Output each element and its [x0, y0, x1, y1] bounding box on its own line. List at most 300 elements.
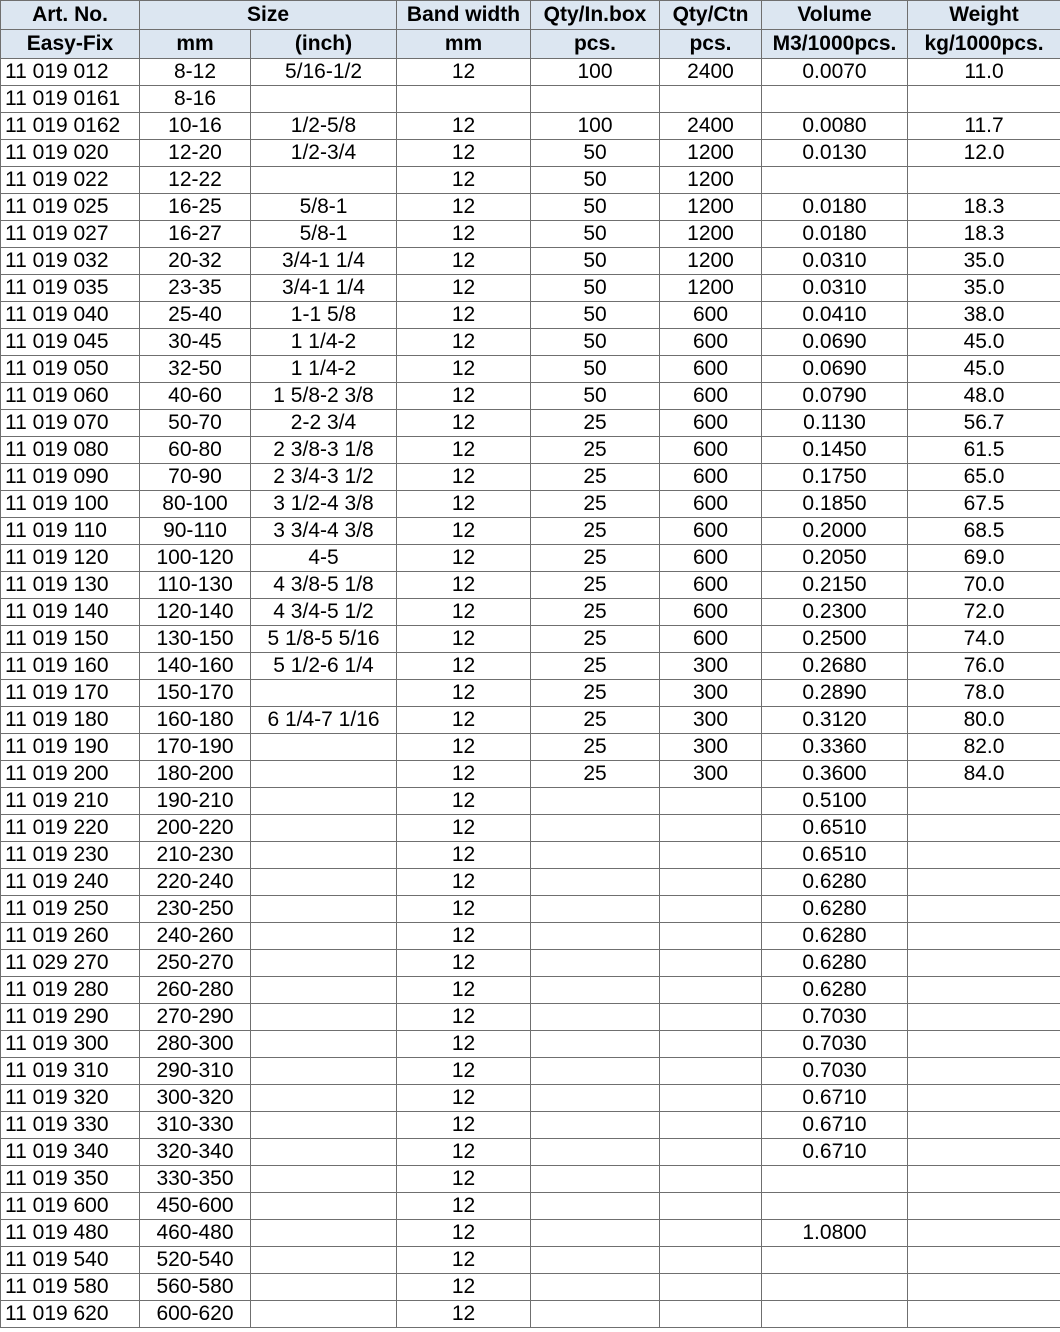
table-row: [1, 437, 1060, 464]
size-inch-cell: [251, 1004, 397, 1031]
art-no-cell: 11 019 160: [1, 653, 140, 680]
qty-inbox-cell: [531, 1058, 660, 1085]
band-width-cell: 12: [397, 464, 531, 491]
volume-cell: 0.6510: [762, 815, 908, 842]
qty-inbox-cell: [531, 1247, 660, 1274]
table-row: [1, 707, 1060, 734]
volume-cell: 0.0080: [762, 113, 908, 140]
qty-inbox-cell: [531, 1139, 660, 1166]
size-mm-cell: 130-150: [140, 626, 251, 653]
art-no-cell: 11 019 540: [1, 1247, 140, 1274]
band-width-cell: 12: [397, 1193, 531, 1220]
size-inch-cell: 5/8-1: [251, 221, 397, 248]
size-mm-cell: 320-340: [140, 1139, 251, 1166]
qty-ctn-cell: 600: [660, 329, 762, 356]
size-mm-cell: 32-50: [140, 356, 251, 383]
art-no-cell: 11 019 130: [1, 572, 140, 599]
weight-cell: 80.0: [908, 707, 1060, 734]
band-width-cell: 12: [397, 383, 531, 410]
volume-cell: 0.6510: [762, 842, 908, 869]
qty-inbox-cell: 25: [531, 437, 660, 464]
qty-inbox-cell: 100: [531, 113, 660, 140]
volume-cell: [762, 167, 908, 194]
subheader-volume-unit: M3/1000pcs.: [762, 30, 908, 59]
volume-cell: 0.6710: [762, 1139, 908, 1166]
volume-cell: 1.0800: [762, 1220, 908, 1247]
qty-inbox-cell: [531, 1193, 660, 1220]
qty-inbox-cell: 50: [531, 356, 660, 383]
size-inch-cell: 5 1/2-6 1/4: [251, 653, 397, 680]
size-mm-cell: 330-350: [140, 1166, 251, 1193]
table-row: [1, 329, 1060, 356]
art-no-cell: 11 019 110: [1, 518, 140, 545]
weight-cell: 82.0: [908, 734, 1060, 761]
qty-inbox-cell: 25: [531, 464, 660, 491]
band-width-cell: 12: [397, 140, 531, 167]
art-no-cell: 11 019 140: [1, 599, 140, 626]
size-mm-cell: 10-16: [140, 113, 251, 140]
table-row: [1, 1193, 1060, 1220]
art-no-cell: 11 019 330: [1, 1112, 140, 1139]
art-no-cell: 11 019 340: [1, 1139, 140, 1166]
size-inch-cell: [251, 788, 397, 815]
qty-inbox-cell: [531, 1301, 660, 1328]
art-no-cell: 11 019 090: [1, 464, 140, 491]
qty-inbox-cell: [531, 923, 660, 950]
size-mm-cell: 150-170: [140, 680, 251, 707]
qty-ctn-cell: 600: [660, 491, 762, 518]
size-mm-cell: 60-80: [140, 437, 251, 464]
table-row: [1, 356, 1060, 383]
size-inch-cell: [251, 734, 397, 761]
size-inch-cell: [251, 167, 397, 194]
size-mm-cell: 240-260: [140, 923, 251, 950]
weight-cell: 76.0: [908, 653, 1060, 680]
subheader-band-mm: mm: [397, 30, 531, 59]
band-width-cell: 12: [397, 653, 531, 680]
weight-cell: [908, 1274, 1060, 1301]
size-mm-cell: 230-250: [140, 896, 251, 923]
size-mm-cell: 80-100: [140, 491, 251, 518]
art-no-cell: 11 019 0161: [1, 86, 140, 113]
qty-inbox-cell: [531, 869, 660, 896]
weight-cell: [908, 923, 1060, 950]
art-no-cell: 11 019 170: [1, 680, 140, 707]
subheader-easy-fix: Easy-Fix: [1, 30, 140, 59]
table-row: [1, 869, 1060, 896]
size-mm-cell: 170-190: [140, 734, 251, 761]
qty-inbox-cell: [531, 896, 660, 923]
size-inch-cell: 2-2 3/4: [251, 410, 397, 437]
weight-cell: 67.5: [908, 491, 1060, 518]
table-row: [1, 1220, 1060, 1247]
size-inch-cell: [251, 1058, 397, 1085]
size-inch-cell: [251, 1166, 397, 1193]
size-inch-cell: 5 1/8-5 5/16: [251, 626, 397, 653]
qty-inbox-cell: 25: [531, 410, 660, 437]
band-width-cell: 12: [397, 1274, 531, 1301]
volume-cell: 0.6280: [762, 896, 908, 923]
weight-cell: [908, 1058, 1060, 1085]
volume-cell: 0.2000: [762, 518, 908, 545]
weight-cell: 18.3: [908, 194, 1060, 221]
qty-inbox-cell: [531, 1166, 660, 1193]
qty-ctn-cell: 300: [660, 653, 762, 680]
weight-cell: 56.7: [908, 410, 1060, 437]
art-no-cell: 11 019 190: [1, 734, 140, 761]
table-row: [1, 248, 1060, 275]
table-row: [1, 599, 1060, 626]
qty-ctn-cell: [660, 1247, 762, 1274]
qty-inbox-cell: [531, 1274, 660, 1301]
qty-inbox-cell: [531, 1220, 660, 1247]
qty-ctn-cell: 1200: [660, 140, 762, 167]
qty-ctn-cell: 2400: [660, 59, 762, 86]
size-mm-cell: 310-330: [140, 1112, 251, 1139]
volume-cell: 0.2300: [762, 599, 908, 626]
size-mm-cell: 290-310: [140, 1058, 251, 1085]
band-width-cell: 12: [397, 977, 531, 1004]
band-width-cell: 12: [397, 545, 531, 572]
qty-ctn-cell: 600: [660, 302, 762, 329]
weight-cell: 45.0: [908, 356, 1060, 383]
volume-cell: 0.6280: [762, 950, 908, 977]
qty-ctn-cell: [660, 842, 762, 869]
qty-ctn-cell: 600: [660, 383, 762, 410]
subheader-ctn-pcs: pcs.: [660, 30, 762, 59]
qty-ctn-cell: [660, 1220, 762, 1247]
size-inch-cell: [251, 1301, 397, 1328]
qty-ctn-cell: 600: [660, 599, 762, 626]
weight-cell: [908, 950, 1060, 977]
size-inch-cell: [251, 680, 397, 707]
volume-cell: 0.0180: [762, 221, 908, 248]
size-mm-cell: 460-480: [140, 1220, 251, 1247]
band-width-cell: 12: [397, 1166, 531, 1193]
art-no-cell: 11 019 480: [1, 1220, 140, 1247]
volume-cell: [762, 1301, 908, 1328]
size-mm-cell: 16-27: [140, 221, 251, 248]
volume-cell: 0.1130: [762, 410, 908, 437]
volume-cell: 0.6280: [762, 977, 908, 1004]
size-mm-cell: 12-22: [140, 167, 251, 194]
size-inch-cell: [251, 86, 397, 113]
qty-ctn-cell: 1200: [660, 194, 762, 221]
table-row: [1, 923, 1060, 950]
size-mm-cell: 50-70: [140, 410, 251, 437]
size-mm-cell: 560-580: [140, 1274, 251, 1301]
weight-cell: [908, 1301, 1060, 1328]
size-mm-cell: 16-25: [140, 194, 251, 221]
qty-inbox-cell: 25: [531, 545, 660, 572]
art-no-cell: 11 019 620: [1, 1301, 140, 1328]
volume-cell: 0.0310: [762, 248, 908, 275]
band-width-cell: 12: [397, 1220, 531, 1247]
table-row: [1, 1112, 1060, 1139]
table-row: [1, 788, 1060, 815]
size-inch-cell: 1-1 5/8: [251, 302, 397, 329]
qty-ctn-cell: [660, 950, 762, 977]
volume-cell: 0.5100: [762, 788, 908, 815]
weight-cell: 11.7: [908, 113, 1060, 140]
size-inch-cell: [251, 761, 397, 788]
table-row: [1, 734, 1060, 761]
art-no-cell: 11 019 120: [1, 545, 140, 572]
qty-ctn-cell: 2400: [660, 113, 762, 140]
weight-cell: 35.0: [908, 248, 1060, 275]
qty-ctn-cell: [660, 1193, 762, 1220]
size-mm-cell: 260-280: [140, 977, 251, 1004]
table-row: [1, 221, 1060, 248]
band-width-cell: 12: [397, 1139, 531, 1166]
qty-inbox-cell: 50: [531, 167, 660, 194]
size-mm-cell: 23-35: [140, 275, 251, 302]
weight-cell: 38.0: [908, 302, 1060, 329]
subheader-inbox-pcs: pcs.: [531, 30, 660, 59]
size-mm-cell: 25-40: [140, 302, 251, 329]
art-no-cell: 11 019 290: [1, 1004, 140, 1031]
qty-inbox-cell: [531, 86, 660, 113]
size-inch-cell: [251, 896, 397, 923]
qty-inbox-cell: [531, 788, 660, 815]
size-mm-cell: 280-300: [140, 1031, 251, 1058]
band-width-cell: 12: [397, 1058, 531, 1085]
weight-cell: 35.0: [908, 275, 1060, 302]
volume-cell: 0.0690: [762, 356, 908, 383]
weight-cell: 84.0: [908, 761, 1060, 788]
table-row: [1, 491, 1060, 518]
table-body: [1, 59, 1060, 1328]
qty-ctn-cell: [660, 86, 762, 113]
qty-inbox-cell: 50: [531, 275, 660, 302]
qty-inbox-cell: 100: [531, 59, 660, 86]
volume-cell: 0.7030: [762, 1004, 908, 1031]
size-mm-cell: 120-140: [140, 599, 251, 626]
table-row: [1, 302, 1060, 329]
table-row: [1, 113, 1060, 140]
size-mm-cell: 100-120: [140, 545, 251, 572]
band-width-cell: 12: [397, 815, 531, 842]
size-mm-cell: 8-16: [140, 86, 251, 113]
qty-inbox-cell: 25: [531, 734, 660, 761]
table-row: [1, 464, 1060, 491]
qty-inbox-cell: 25: [531, 599, 660, 626]
size-inch-cell: [251, 1112, 397, 1139]
table-row: [1, 842, 1060, 869]
volume-cell: 0.7030: [762, 1058, 908, 1085]
art-no-cell: 11 019 260: [1, 923, 140, 950]
art-no-cell: 11 019 035: [1, 275, 140, 302]
volume-cell: 0.0690: [762, 329, 908, 356]
size-inch-cell: 1 5/8-2 3/8: [251, 383, 397, 410]
size-mm-cell: 450-600: [140, 1193, 251, 1220]
size-inch-cell: 3 1/2-4 3/8: [251, 491, 397, 518]
art-no-cell: 11 019 240: [1, 869, 140, 896]
size-mm-cell: 300-320: [140, 1085, 251, 1112]
art-no-cell: 11 019 230: [1, 842, 140, 869]
band-width-cell: 12: [397, 788, 531, 815]
weight-cell: [908, 1004, 1060, 1031]
weight-cell: [908, 869, 1060, 896]
qty-ctn-cell: 600: [660, 545, 762, 572]
weight-cell: [908, 1247, 1060, 1274]
art-no-cell: 11 019 050: [1, 356, 140, 383]
header-art-no: Art. No.: [1, 1, 140, 30]
qty-inbox-cell: 25: [531, 491, 660, 518]
volume-cell: 0.0410: [762, 302, 908, 329]
qty-ctn-cell: 600: [660, 572, 762, 599]
art-no-cell: 11 019 022: [1, 167, 140, 194]
size-inch-cell: 1 1/4-2: [251, 329, 397, 356]
weight-cell: [908, 86, 1060, 113]
size-mm-cell: 90-110: [140, 518, 251, 545]
art-no-cell: 11 019 045: [1, 329, 140, 356]
band-width-cell: 12: [397, 194, 531, 221]
size-mm-cell: 600-620: [140, 1301, 251, 1328]
table-row: [1, 1166, 1060, 1193]
weight-cell: 18.3: [908, 221, 1060, 248]
weight-cell: [908, 977, 1060, 1004]
qty-ctn-cell: [660, 1004, 762, 1031]
table-row: [1, 167, 1060, 194]
art-no-cell: 11 029 270: [1, 950, 140, 977]
weight-cell: [908, 1085, 1060, 1112]
qty-ctn-cell: [660, 788, 762, 815]
size-inch-cell: [251, 1220, 397, 1247]
qty-inbox-cell: [531, 1085, 660, 1112]
qty-ctn-cell: [660, 1166, 762, 1193]
qty-ctn-cell: 300: [660, 761, 762, 788]
size-inch-cell: 4 3/8-5 1/8: [251, 572, 397, 599]
art-no-cell: 11 019 310: [1, 1058, 140, 1085]
size-inch-cell: 1 1/4-2: [251, 356, 397, 383]
volume-cell: [762, 1193, 908, 1220]
size-mm-cell: 200-220: [140, 815, 251, 842]
band-width-cell: 12: [397, 599, 531, 626]
table-row: [1, 680, 1060, 707]
band-width-cell: 12: [397, 1004, 531, 1031]
weight-cell: [908, 842, 1060, 869]
qty-inbox-cell: 50: [531, 221, 660, 248]
size-mm-cell: 250-270: [140, 950, 251, 977]
table-header: [1, 1, 1060, 59]
band-width-cell: 12: [397, 950, 531, 977]
art-no-cell: 11 019 200: [1, 761, 140, 788]
volume-cell: 0.1850: [762, 491, 908, 518]
band-width-cell: 12: [397, 680, 531, 707]
header-qty-ctn: Qty/Ctn: [660, 1, 762, 30]
size-mm-cell: 190-210: [140, 788, 251, 815]
size-mm-cell: 30-45: [140, 329, 251, 356]
band-width-cell: 12: [397, 707, 531, 734]
qty-ctn-cell: [660, 1031, 762, 1058]
art-no-cell: 11 019 320: [1, 1085, 140, 1112]
qty-ctn-cell: 600: [660, 356, 762, 383]
band-width-cell: 12: [397, 59, 531, 86]
weight-cell: 48.0: [908, 383, 1060, 410]
volume-cell: [762, 1166, 908, 1193]
weight-cell: 70.0: [908, 572, 1060, 599]
table-row: [1, 1247, 1060, 1274]
qty-inbox-cell: [531, 1004, 660, 1031]
qty-inbox-cell: [531, 977, 660, 1004]
size-mm-cell: 12-20: [140, 140, 251, 167]
qty-ctn-cell: [660, 896, 762, 923]
table-row: [1, 626, 1060, 653]
art-no-cell: 11 019 032: [1, 248, 140, 275]
qty-ctn-cell: 600: [660, 626, 762, 653]
volume-cell: 0.2890: [762, 680, 908, 707]
band-width-cell: 12: [397, 626, 531, 653]
weight-cell: [908, 788, 1060, 815]
table-row: [1, 1139, 1060, 1166]
art-no-cell: 11 019 280: [1, 977, 140, 1004]
size-inch-cell: 5/16-1/2: [251, 59, 397, 86]
qty-inbox-cell: 25: [531, 572, 660, 599]
size-inch-cell: 4 3/4-5 1/2: [251, 599, 397, 626]
table-row: [1, 194, 1060, 221]
weight-cell: 74.0: [908, 626, 1060, 653]
weight-cell: 12.0: [908, 140, 1060, 167]
band-width-cell: 12: [397, 356, 531, 383]
art-no-cell: 11 019 040: [1, 302, 140, 329]
band-width-cell: 12: [397, 896, 531, 923]
header-volume: Volume: [762, 1, 908, 30]
size-inch-cell: 3/4-1 1/4: [251, 275, 397, 302]
qty-ctn-cell: [660, 1274, 762, 1301]
subheader-weight-unit: kg/1000pcs.: [908, 30, 1060, 59]
art-no-cell: 11 019 080: [1, 437, 140, 464]
qty-ctn-cell: [660, 977, 762, 1004]
qty-inbox-cell: 50: [531, 194, 660, 221]
qty-inbox-cell: 50: [531, 140, 660, 167]
volume-cell: [762, 1274, 908, 1301]
volume-cell: 0.2050: [762, 545, 908, 572]
qty-inbox-cell: 25: [531, 653, 660, 680]
volume-cell: 0.6710: [762, 1112, 908, 1139]
art-no-cell: 11 019 210: [1, 788, 140, 815]
qty-ctn-cell: 300: [660, 734, 762, 761]
volume-cell: 0.6280: [762, 869, 908, 896]
size-mm-cell: 180-200: [140, 761, 251, 788]
volume-cell: 0.1750: [762, 464, 908, 491]
table-row: [1, 761, 1060, 788]
volume-cell: 0.3360: [762, 734, 908, 761]
volume-cell: 0.2500: [762, 626, 908, 653]
qty-ctn-cell: 1200: [660, 221, 762, 248]
size-inch-cell: 3 3/4-4 3/8: [251, 518, 397, 545]
size-inch-cell: 4-5: [251, 545, 397, 572]
band-width-cell: [397, 86, 531, 113]
header-band-width: Band width: [397, 1, 531, 30]
weight-cell: 68.5: [908, 518, 1060, 545]
table-row: [1, 518, 1060, 545]
weight-cell: [908, 1112, 1060, 1139]
art-no-cell: 11 019 100: [1, 491, 140, 518]
size-inch-cell: 2 3/8-3 1/8: [251, 437, 397, 464]
size-inch-cell: [251, 869, 397, 896]
size-inch-cell: [251, 923, 397, 950]
table-row: [1, 410, 1060, 437]
qty-inbox-cell: 25: [531, 518, 660, 545]
table-row: [1, 383, 1060, 410]
volume-cell: [762, 1247, 908, 1274]
weight-cell: 11.0: [908, 59, 1060, 86]
size-inch-cell: 3/4-1 1/4: [251, 248, 397, 275]
size-inch-cell: [251, 1274, 397, 1301]
weight-cell: 69.0: [908, 545, 1060, 572]
weight-cell: [908, 1220, 1060, 1247]
